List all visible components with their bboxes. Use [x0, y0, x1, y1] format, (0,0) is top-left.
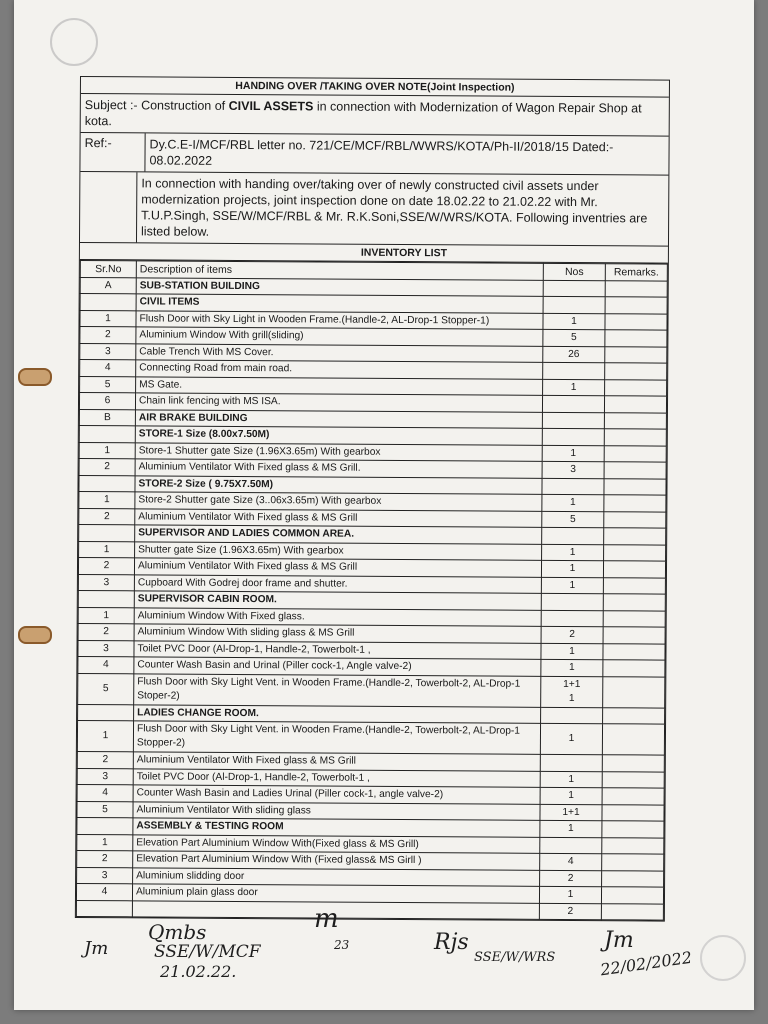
initials-signature: Jm	[84, 938, 109, 959]
col-remarks: Remarks.	[605, 264, 667, 281]
table-row	[78, 673, 665, 708]
nos-cell: 1	[541, 560, 603, 577]
sr-cell: 1	[79, 541, 135, 558]
nos-cell: 1	[542, 494, 604, 511]
item-description: Aluminium Ventilator With Fixed glass & MS Grill	[135, 508, 542, 527]
nos-cell	[540, 754, 602, 771]
nos-cell	[541, 610, 603, 627]
remarks-cell	[602, 821, 664, 838]
subject-bold: CIVIL ASSETS	[228, 98, 314, 114]
subject-line	[81, 94, 669, 137]
signature-1-scribble: Qmbs	[148, 920, 207, 944]
remarks-cell	[602, 755, 664, 772]
sr-cell: 4	[78, 656, 134, 673]
signature-1-name: SSE/W/MCF	[154, 942, 261, 962]
item-description: Aluminium Ventilator With sliding glass	[133, 801, 540, 820]
remarks-cell	[602, 837, 664, 854]
remarks-cell	[605, 346, 667, 363]
sr-cell	[79, 525, 135, 542]
signature-3-name: SSE/W/WRS	[474, 950, 556, 965]
remarks-cell	[604, 511, 666, 528]
subject-text-end: in connection with Modernization of Wagon Repair Shop at kota.	[84, 99, 642, 129]
item-description: Flush Door with Sky Light in Wooden Frame.(Handle-2, AL-Drop-1 Stopper-1)	[136, 310, 543, 329]
remarks-cell	[603, 610, 665, 627]
remarks-cell	[602, 788, 664, 805]
nos-cell	[543, 296, 605, 313]
nos-cell: 1	[540, 787, 602, 804]
sr-cell: 1	[79, 442, 135, 459]
sr-cell: 3	[78, 640, 134, 657]
sr-cell: 2	[78, 558, 134, 575]
item-description: Chain link fencing with MS ISA.	[135, 393, 542, 412]
nos-cell: 1	[540, 771, 602, 788]
remarks-cell	[604, 478, 666, 495]
sr-cell: 1	[77, 720, 133, 751]
inventory-table	[76, 260, 668, 921]
col-desc: Description of items	[136, 261, 543, 280]
sr-cell: B	[79, 409, 135, 426]
item-description: Counter Wash Basin and Ladies Urinal (Piller cock-1, angle valve-2)	[133, 785, 540, 804]
sr-cell	[80, 294, 136, 311]
item-description: Flush Door with Sky Light Vent. in Wooden Frame.(Handle-2, Towerbolt-2, AL-Drop-1 Stoper-2)	[134, 673, 541, 706]
item-description: Connecting Road from main road.	[136, 360, 543, 379]
nos-cell	[542, 395, 604, 412]
remarks-cell	[602, 724, 664, 755]
sr-cell: 4	[80, 360, 136, 377]
sr-cell: 5	[77, 801, 133, 818]
sr-cell: 1	[80, 310, 136, 327]
remarks-cell	[602, 804, 664, 821]
nos-cell: 1	[541, 577, 603, 594]
item-description: Aluminium plain glass door	[132, 884, 539, 903]
subject-text: Construction of	[137, 98, 229, 113]
nos-cell: 2	[539, 903, 601, 920]
nos-cell: 1	[543, 379, 605, 396]
sr-cell	[78, 704, 134, 721]
nos-cell	[543, 362, 605, 379]
nos-cell: 1	[543, 313, 605, 330]
sr-cell: 5	[78, 673, 134, 704]
nos-cell	[542, 428, 604, 445]
intro-row	[80, 172, 668, 247]
nos-cell	[542, 412, 604, 429]
item-description: MS Gate.	[136, 376, 543, 395]
item-description: Aluminium Ventilator With Fixed glass & MS Grill	[133, 752, 540, 771]
sr-cell: 5	[80, 376, 136, 393]
inventory-title: INVENTORY LIST	[80, 243, 668, 264]
sr-cell	[77, 817, 133, 834]
remarks-cell	[605, 330, 667, 347]
remarks-cell	[604, 412, 666, 429]
item-description: Store-1 Shutter gate Size (1.96X3.65m) With gearbox	[135, 442, 542, 461]
col-sr: Sr.No	[80, 261, 136, 278]
sr-cell: 2	[79, 508, 135, 525]
remarks-cell	[603, 627, 665, 644]
remarks-cell	[603, 561, 665, 578]
remarks-cell	[604, 445, 666, 462]
nos-cell	[543, 280, 605, 297]
section-heading: SUPERVISOR AND LADIES COMMON AREA.	[135, 525, 542, 544]
nos-cell: 5	[543, 329, 605, 346]
binder-clip	[18, 368, 52, 386]
item-description: Store-2 Shutter gate Size (3..06x3.65m) With gearbox	[135, 492, 542, 511]
nos-cell: 1	[540, 820, 602, 837]
nos-cell: 1+1	[540, 804, 602, 821]
reference-row	[80, 133, 668, 176]
nos-cell: 1	[542, 544, 604, 561]
nos-cell	[542, 527, 604, 544]
nos-cell: 2	[541, 626, 603, 643]
section-heading: SUPERVISOR CABIN ROOM.	[134, 591, 541, 610]
sr-cell: 1	[78, 607, 134, 624]
signature-area	[84, 900, 724, 990]
nos-cell	[542, 478, 604, 495]
signature-3-scribble: Rjs	[434, 930, 469, 955]
sr-cell: 4	[76, 883, 132, 900]
section-heading: STORE-1 Size (8.00x7.50M)	[135, 426, 542, 445]
sr-cell: 3	[77, 867, 133, 884]
nos-cell: 1+1 1	[541, 676, 603, 707]
item-description: Cable Trench With MS Cover.	[136, 343, 543, 362]
col-nos: Nos	[543, 263, 605, 280]
intro-text: In connection with handing over/taking over of newly constructed civil assets under modernization projects, joint inspection done on date 18.02.22 to 21.02.22 with Mr. T.U.P.Singh, SSE/W/MCF/RBL & Mr. R.K.Soni,SSE/W/WRS/KOTA. Following inventries are listed below.	[141, 176, 648, 239]
binder-clip	[18, 626, 52, 644]
item-description: Counter Wash Basin and Urinal (Piller cock-1, Angle valve-2)	[134, 657, 541, 676]
sr-cell: 1	[79, 492, 135, 509]
item-description: Toilet PVC Door (Al-Drop-1, Handle-2, Towerbolt-1 ,	[134, 640, 541, 659]
nos-cell: 5	[542, 511, 604, 528]
item-description: Elevation Part Aluminium Window With (Fixed glass& MS Girll )	[133, 851, 540, 870]
remarks-cell	[604, 462, 666, 479]
section-heading: STORE-2 Size ( 9.75X7.50M)	[135, 475, 542, 494]
remarks-cell	[605, 280, 667, 297]
remarks-cell	[605, 379, 667, 396]
item-description: Aluminium slidding door	[133, 867, 540, 886]
nos-cell: 1	[542, 445, 604, 462]
ref-text: Dy.C.E-I/MCF/RBL letter no. 721/CE/MCF/RBL/WWRS/KOTA/Ph-II/2018/15 Dated:- 08.02.2022	[149, 137, 614, 168]
nos-cell: 1	[541, 643, 603, 660]
remarks-cell	[604, 429, 666, 446]
remarks-cell	[603, 577, 665, 594]
item-description: Toilet PVC Door (Al-Drop-1, Handle-2, Towerbolt-1 ,	[133, 768, 540, 787]
sr-cell	[79, 426, 135, 443]
remarks-cell	[604, 396, 666, 413]
nos-cell	[541, 593, 603, 610]
remarks-cell	[605, 297, 667, 314]
sr-cell: 4	[77, 784, 133, 801]
sr-cell: 6	[79, 393, 135, 410]
item-description: Flush Door with Sky Light Vent. in Wooden Frame.(Handle-2, Towerbolt-2, AL-Drop-1 Stopper-2)	[133, 721, 540, 754]
ref-label: Ref:-	[80, 133, 145, 171]
sr-cell: 2	[78, 623, 134, 640]
remarks-cell	[603, 660, 665, 677]
faded-stamp	[50, 18, 98, 66]
remarks-cell	[602, 771, 664, 788]
item-description: Cupboard With Godrej door frame and shutter.	[134, 574, 541, 593]
remarks-cell	[603, 594, 665, 611]
item-description: Elevation Part Aluminium Window With(Fixed glass & MS Grill)	[133, 834, 540, 853]
signature-2-date: 23	[334, 938, 350, 952]
item-description: Aluminium Window With Fixed glass.	[134, 607, 541, 626]
nos-cell	[540, 837, 602, 854]
remarks-cell	[605, 313, 667, 330]
subject-label: Subject :-	[84, 98, 138, 113]
remarks-cell	[603, 707, 665, 724]
remarks-cell	[602, 854, 664, 871]
remarks-cell	[603, 643, 665, 660]
nos-cell: 1	[541, 659, 603, 676]
signature-4-scribble: Jm	[604, 928, 634, 953]
sr-cell: 3	[77, 768, 133, 785]
nos-second-value: 1	[568, 692, 575, 704]
item-description: Aluminium Ventilator With Fixed glass & MS Grill.	[135, 459, 542, 478]
section-heading: ASSEMBLY & TESTING ROOM	[133, 818, 540, 837]
nos-cell: 26	[543, 346, 605, 363]
note-title: HANDING OVER /TAKING OVER NOTE(Joint Inspection)	[81, 77, 669, 98]
sr-cell: 2	[79, 459, 135, 476]
section-heading: LADIES CHANGE ROOM.	[134, 704, 541, 723]
sr-cell	[78, 590, 134, 607]
signature-2-scribble: m	[314, 904, 339, 934]
section-heading: AIR BRAKE BUILDING	[135, 409, 542, 428]
sr-cell: 2	[80, 327, 136, 344]
nos-cell: 4	[540, 853, 602, 870]
nos-cell: 3	[542, 461, 604, 478]
sr-cell: 2	[77, 751, 133, 768]
item-description: Aluminium Ventilator With Fixed glass & MS Grill	[134, 558, 541, 577]
item-description: Aluminium Window With sliding glass & MS Grill	[134, 624, 541, 643]
nos-cell: 2	[540, 870, 602, 887]
remarks-cell	[604, 544, 666, 561]
nos-cell: 1	[539, 886, 601, 903]
remarks-cell	[604, 495, 666, 512]
signature-1-date: 21.02.22.	[160, 962, 237, 981]
nos-cell	[541, 707, 603, 724]
item-description: Aluminium Window With grill(sliding)	[136, 327, 543, 346]
table-row	[77, 720, 664, 755]
inventory-rows	[76, 277, 667, 920]
sr-cell: 1	[77, 834, 133, 851]
remarks-cell	[604, 528, 666, 545]
signature-4-date: 22/02/2022	[599, 947, 694, 980]
section-heading: SUB-STATION BUILDING	[136, 277, 543, 296]
item-description: Shutter gate Size (1.96X3.65m) With gearbox	[135, 541, 542, 560]
sr-cell: A	[80, 277, 136, 294]
remarks-cell	[605, 363, 667, 380]
sr-cell	[79, 475, 135, 492]
section-heading: CIVIL ITEMS	[136, 294, 543, 313]
sr-cell: 2	[77, 850, 133, 867]
remarks-cell	[602, 870, 664, 887]
handover-note	[75, 76, 670, 922]
nos-cell: 1	[540, 723, 602, 754]
sr-cell: 3	[78, 574, 134, 591]
sr-cell: 3	[80, 343, 136, 360]
remarks-cell	[603, 676, 665, 707]
